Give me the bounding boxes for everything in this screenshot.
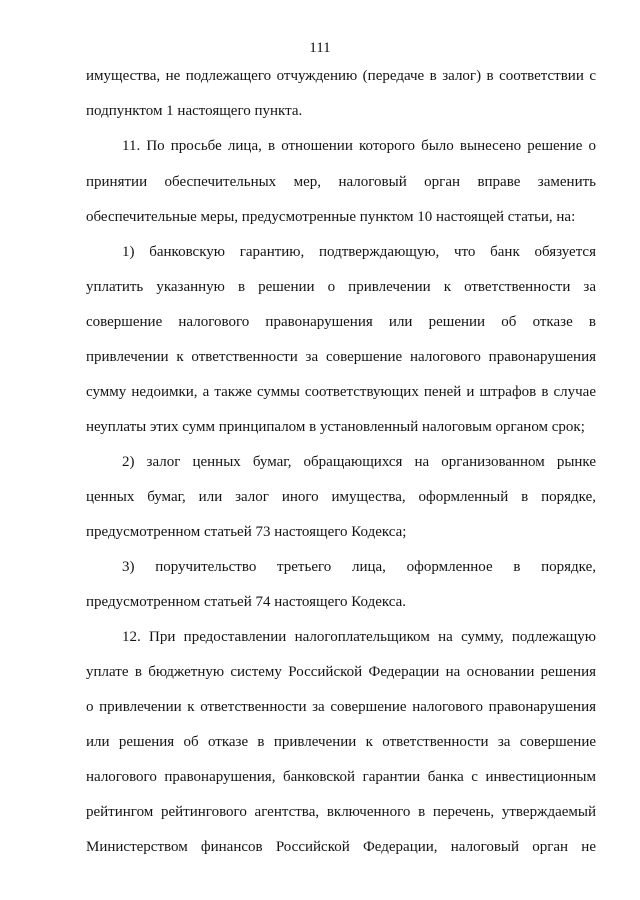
text-line: 3) поручительство третьего лица, оформленное в порядке, (122, 559, 596, 575)
text-line: сумму недоимки, а также суммы соответствующих пеней и штрафов в случае (86, 384, 596, 400)
text-line: рейтингом рейтингового агентства, включенного в перечень, утверждаемый (86, 804, 596, 820)
text-line: налогового правонарушения, банковской гарантии банка с инвестиционным (86, 769, 596, 785)
text-line: предусмотренном статьей 74 настоящего Кодекса. (86, 594, 407, 610)
text-line: 2) залог ценных бумаг, обращающихся на организованном рынке (122, 454, 596, 470)
text-line: неуплаты этих сумм принципалом в установленный налоговым органом срок; (86, 419, 585, 435)
text-line: предусмотренном статьей 73 настоящего Кодекса; (86, 524, 407, 540)
text-line: привлечении к ответственности за совершение налогового правонарушения (86, 349, 596, 365)
text-line: принятии обеспечительных мер, налоговый орган вправе заменить (86, 174, 596, 190)
text-line: имущества, не подлежащего отчуждению (передаче в залог) в соответствии с (86, 68, 596, 84)
page-number: 111 (309, 40, 331, 56)
text-line: подпунктом 1 настоящего пункта. (86, 103, 303, 119)
text-line: обеспечительные меры, предусмотренные пунктом 10 настоящей статьи, на: (86, 209, 576, 225)
text-line: 1) банковскую гарантию, подтверждающую, что банк обязуется (122, 244, 596, 260)
text-line: уплате в бюджетную систему Российской Федерации на основании решения (86, 664, 596, 680)
text-line: 12. При предоставлении налогоплательщиком на сумму, подлежащую (122, 629, 596, 645)
text-line: совершение налогового правонарушения или решении об отказе в (86, 314, 596, 330)
text-line: уплатить указанную в решении о привлечении к ответственности за (86, 279, 596, 295)
text-line: о привлечении к ответственности за совершение налогового правонарушения (86, 699, 596, 715)
text-line: Министерством финансов Российской Федерации, налоговый орган не (86, 839, 596, 855)
text-line: или решения об отказе в привлечении к ответственности за совершение (86, 734, 596, 750)
text-line: ценных бумаг, или залог иного имущества, оформленный в порядке, (86, 489, 596, 505)
text-line: 11. По просьбе лица, в отношении которого было вынесено решение о (122, 138, 596, 154)
